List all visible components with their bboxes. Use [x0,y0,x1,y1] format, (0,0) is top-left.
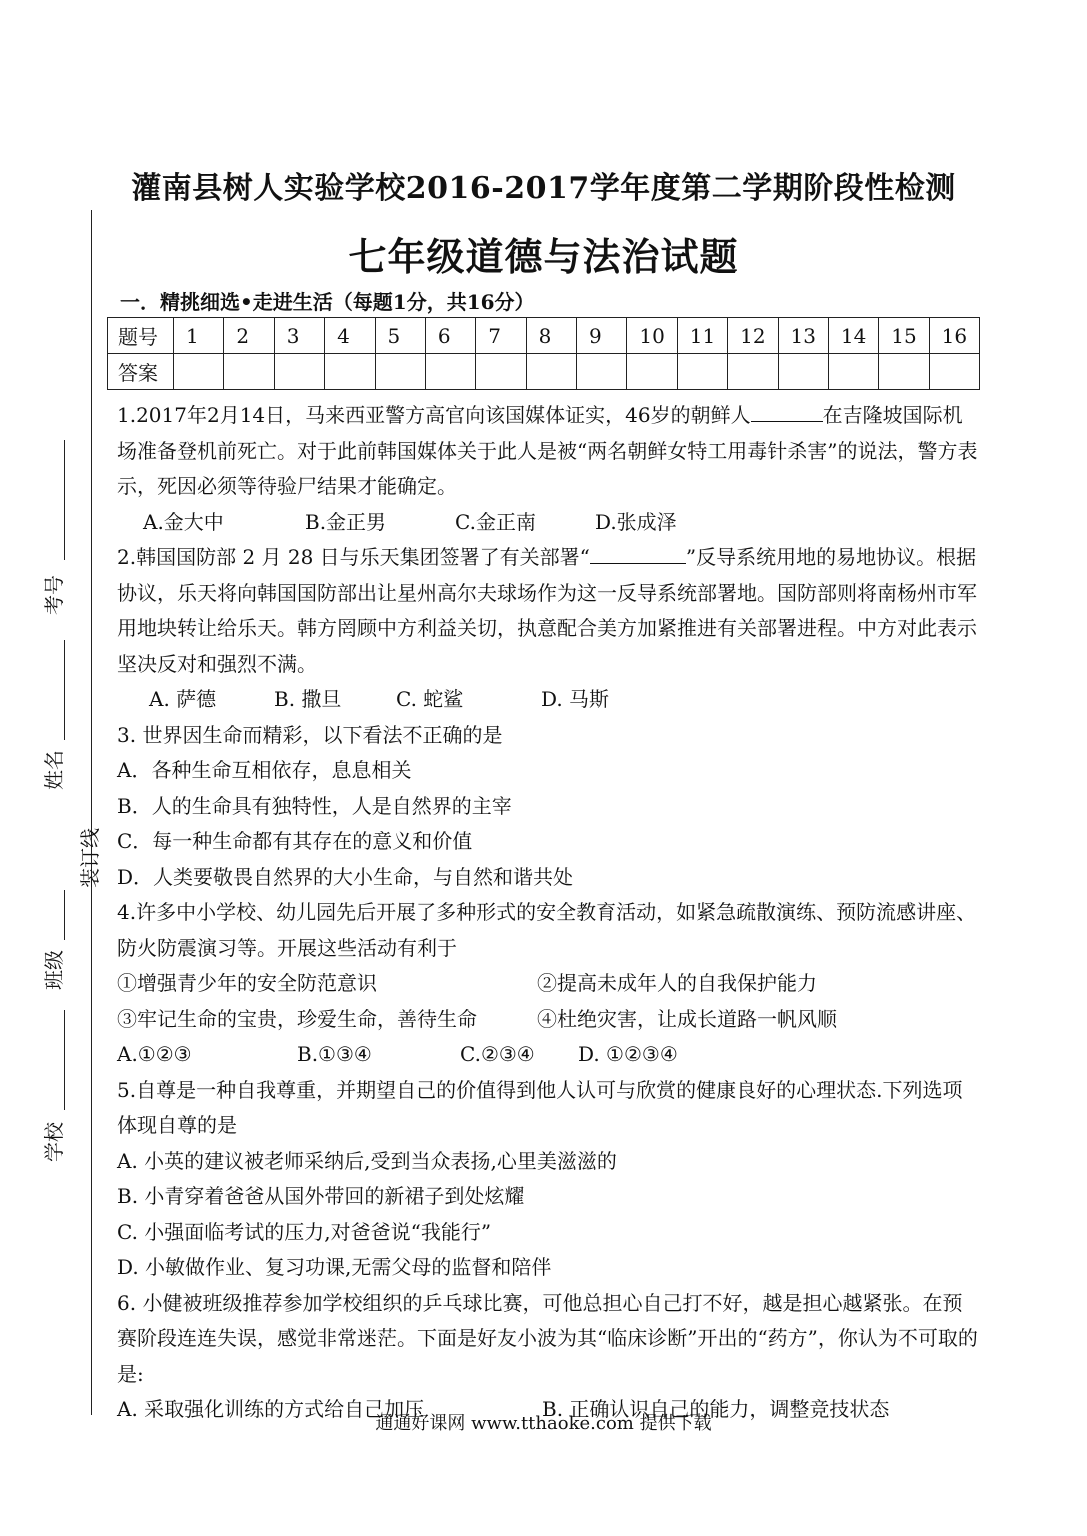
question-number-cell: 5 [375,318,425,354]
answer-cell[interactable] [577,354,627,390]
question-number-cell: 16 [929,318,979,354]
option[interactable]: B. 小青穿着爸爸从国外带回的新裙子到处炫耀 [117,1184,525,1208]
option[interactable]: A. 小英的建议被老师采纳后,受到当众表扬,心里美滋滋的 [117,1148,617,1173]
option[interactable]: A. 采取强化训练的方式给自己加压 [117,1397,425,1421]
answer-cell[interactable] [627,354,677,390]
question-2-options [117,682,979,718]
answer-cell[interactable] [274,354,324,390]
question-1-blank [751,401,823,422]
answer-cell[interactable] [526,354,576,390]
answer-cell[interactable] [677,354,727,390]
option[interactable]: D. 马斯 [541,687,610,711]
question-4-items [117,1002,979,1038]
option[interactable]: D. ①②③④ [578,1042,678,1066]
option[interactable]: A.金大中 [143,509,224,534]
question-number-cell: 3 [274,318,324,354]
option[interactable]: C．每一种生命都有其存在的意义和价值 [117,829,473,853]
statement-item: ③牢记生命的宝贵，珍爱生命，善待生命 [117,1006,477,1031]
answer-cell[interactable] [476,354,526,390]
class-blank [64,890,65,940]
question-list [117,398,979,1428]
question-4-stem: 4.许多中小学校、幼儿园先后开展了多种形式的安全教育活动，如紧急疏散演练、预防流感讲座、防火防震演习等。开展这些活动有利于 [117,900,977,960]
class-label: 班级 [42,950,66,990]
question-number-cell: 7 [476,318,526,354]
binding-line-label: 装订线 [78,828,102,888]
question-number-cell: 1 [174,318,224,354]
option[interactable]: B. 正确认识自己的能力，调整竞技状态 [542,1397,890,1421]
exam-title: 灌南县树人实验学校2016-2017学年度第二学期阶段性检测 [131,171,956,206]
answer-cell[interactable] [778,354,828,390]
statement-item: ①增强青少年的安全防范意识 [117,971,377,995]
question-number-row [108,318,980,354]
question-4-options [117,1037,979,1073]
answer-row [108,354,980,390]
answer-cell[interactable] [425,354,475,390]
question-number-cell: 12 [728,318,778,354]
answer-cell[interactable] [224,354,274,390]
option[interactable]: C. 小强面临考试的压力,对爸爸说“我能行” [117,1219,492,1244]
answer-cell[interactable] [375,354,425,390]
exam-no-label: 考号 [42,575,66,615]
question-number-cell: 4 [325,318,375,354]
question-number-cell: 2 [224,318,274,354]
answer-cell[interactable] [174,354,224,390]
statement-item: ④杜绝灾害，让成长道路一帆风顺 [537,1006,837,1031]
option[interactable]: C.金正南 [455,509,536,534]
exam-no-blank [64,440,65,560]
option[interactable]: B.金正男 [305,509,387,534]
answer-cell[interactable] [325,354,375,390]
option[interactable]: D．人类要敬畏自然界的大小生命，与自然和谐共处 [117,864,574,889]
answer-table [107,317,980,390]
option[interactable]: C. 蛇鲨 [396,687,464,711]
question-3-stem: 3. 世界因生命而精彩，以下看法不正确的是 [117,722,503,747]
answer-cell[interactable] [879,354,929,390]
section-heading: 一．精挑细选•走进生活（每题1分，共16分） [120,290,535,314]
row-label-number: 题号 [108,318,174,354]
question-2-stem-part: ”反导系统用地的易地协议。根据协议，乐天将向韩国国防部出让星州高尔夫球场作为这一反导系统部署地。国防部则将南杨州市军用地块转让给乐天。韩方罔顾中方利益关切，执意配合美方加紧推进有关部署进程。中方对此表示坚决反对和强烈不满。 [117,545,977,676]
statement-item: ②提高未成年人的自我保护能力 [537,971,817,995]
exam-subtitle: 七年级道德与法治试题 [348,234,739,279]
question-6-stem: 6. 小健被班级推荐参加学校组织的乒乓球比赛，可他总担心自己打不好，越是担心越紧张。在预赛阶段连连失误，感觉非常迷茫。下面是好友小波为其“临床诊断”开出的“药方”，你认为不可取的是: [117,1290,978,1386]
school-label: 学校 [42,1122,66,1162]
answer-cell[interactable] [728,354,778,390]
option[interactable]: A. 萨德 [149,687,217,711]
option[interactable]: A.①②③ [117,1042,192,1066]
question-number-cell: 6 [425,318,475,354]
option[interactable]: B. 撒旦 [274,687,342,711]
option[interactable]: B．人的生命具有独特性，人是自然界的主宰 [117,793,512,818]
name-blank [64,640,65,740]
school-blank [64,1010,65,1110]
question-1-stem-part: 在吉隆坡国际机场准备登机前死亡。对于此前韩国媒体关于此人是被“两名朝鲜女特工用毒针杀害”的说法，警方表示，死因必须等待验尸结果才能确定。 [117,403,978,498]
option[interactable]: C.②③④ [460,1042,535,1066]
question-number-cell: 9 [577,318,627,354]
answer-cell[interactable] [929,354,979,390]
name-label: 姓名 [42,750,66,790]
footer-source: 通通好课网 www.tthaoke.com 提供下载 [375,1413,712,1434]
question-number-cell: 8 [526,318,576,354]
question-5-stem: 5.自尊是一种自我尊重，并期望自己的价值得到他人认可与欣赏的健康良好的心理状态.下列选项体现自尊的是 [117,1077,963,1137]
question-number-cell: 10 [627,318,677,354]
question-number-cell: 13 [778,318,828,354]
question-2-stem [117,540,979,682]
row-label-answer: 答案 [108,354,174,390]
question-1-stem [117,398,979,505]
question-number-cell: 14 [828,318,878,354]
option[interactable]: B.①③④ [297,1042,372,1066]
answer-cell[interactable] [828,354,878,390]
question-1-stem-part: 1.2017年2月14日，马来西亚警方高官向该国媒体证实，46岁的朝鲜人 [117,403,751,427]
question-4-items [117,966,979,1002]
option[interactable]: D. 小敏做作业、复习功课,无需父母的监督和陪伴 [117,1255,552,1279]
question-1-options [117,505,979,541]
option[interactable]: A．各种生命互相依存，息息相关 [117,758,412,782]
question-2-stem-part: 2.韩国国防部 2 月 28 日与乐天集团签署了有关部署“ [117,545,590,569]
question-number-cell: 11 [677,318,727,354]
question-number-cell: 15 [879,318,929,354]
question-2-blank [590,543,686,564]
option[interactable]: D.张成泽 [595,509,677,534]
binding-margin-line [91,210,92,1415]
